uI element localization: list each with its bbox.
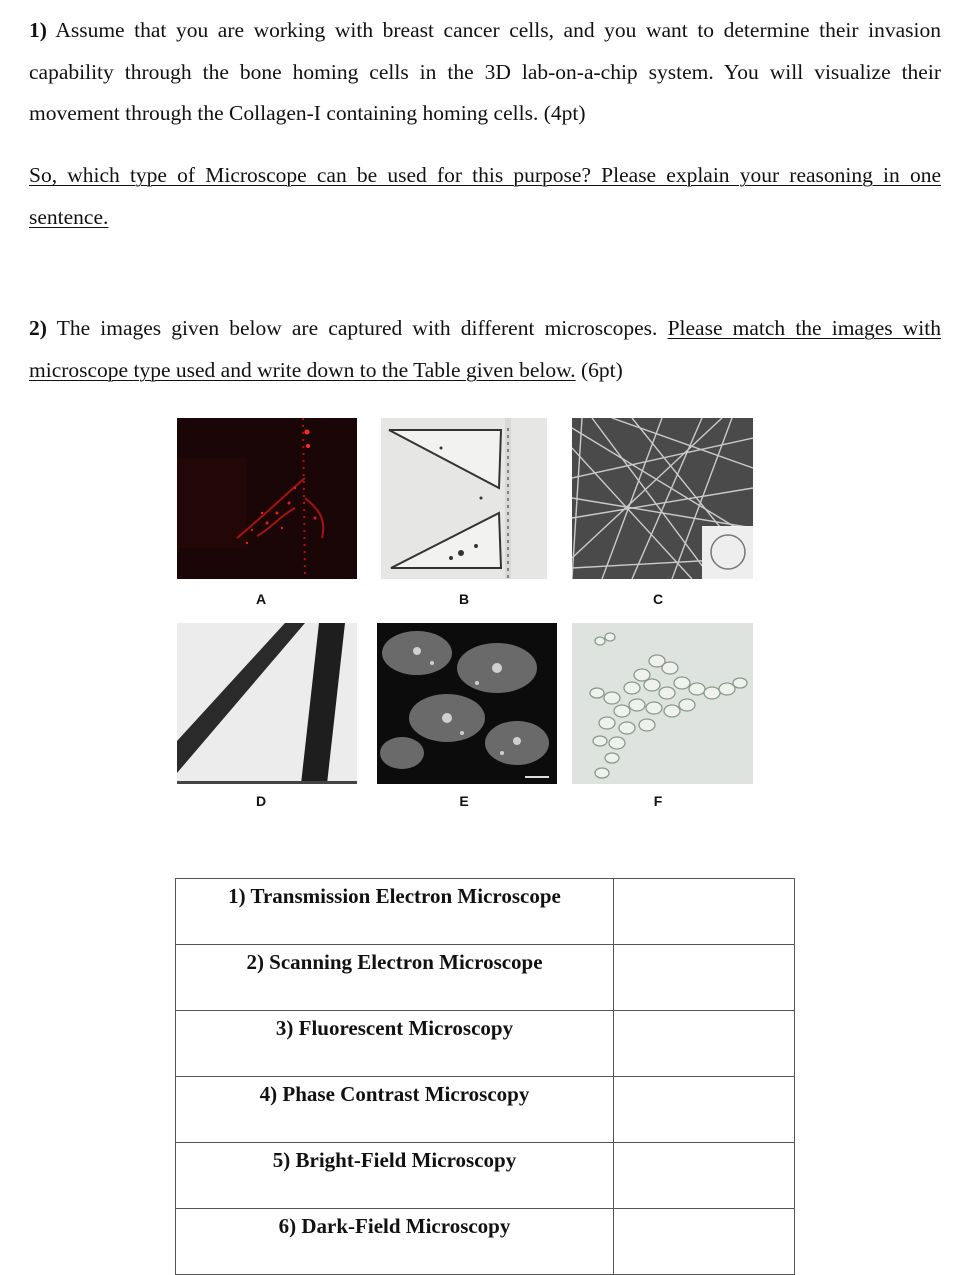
answer-cell[interactable] xyxy=(614,1143,795,1209)
image-d-tem xyxy=(177,623,357,784)
table-row-label: 4) Phase Contrast Microscopy xyxy=(176,1077,614,1143)
image-a-label: A xyxy=(255,591,267,607)
answer-cell[interactable] xyxy=(614,1209,795,1275)
image-f-phase-contrast xyxy=(572,623,753,784)
table-row-label: 3) Fluorescent Microscopy xyxy=(176,1011,614,1077)
table-row-label: 5) Bright-Field Microscopy xyxy=(176,1143,614,1209)
table-row-label: 1) Transmission Electron Microscope xyxy=(176,879,614,945)
image-a-fluorescent xyxy=(177,418,357,579)
question-2-instruction: Please match the images with microscope type used and write down to the Table given below. xyxy=(29,316,941,382)
table-row xyxy=(176,1011,795,1077)
table-row-label: 6) Dark-Field Microscopy xyxy=(176,1209,614,1275)
image-b-bright-field xyxy=(381,418,547,579)
image-c-label: C xyxy=(652,591,664,607)
table-row xyxy=(176,1077,795,1143)
answer-table xyxy=(175,878,795,1275)
image-b-label: B xyxy=(458,591,470,607)
question-2-body: The images given below are captured with different microscopes. xyxy=(56,316,658,340)
answer-cell[interactable] xyxy=(614,945,795,1011)
image-e-dark-field xyxy=(377,623,557,784)
table-row xyxy=(176,945,795,1011)
question-1-number: 1) xyxy=(29,18,47,42)
table-row xyxy=(176,1143,795,1209)
answer-cell[interactable] xyxy=(614,879,795,945)
table-row xyxy=(176,879,795,945)
image-e-label: E xyxy=(459,793,469,809)
question-1-prompt: So, which type of Microscope can be used for this purpose? Please explain your reasoning in one sentence. xyxy=(29,163,941,229)
image-f-label: F xyxy=(653,793,663,809)
table-row-label: 2) Scanning Electron Microscope xyxy=(176,945,614,1011)
answer-cell[interactable] xyxy=(614,1011,795,1077)
question-2-points: (6pt) xyxy=(580,357,623,382)
question-1-body: Assume that you are working with breast cancer cells, and you want to determine their invasion capability through the bone homing cells in the 3D lab-on-a-chip system. You will visualize their movement through the Collagen-I containing homing cells. (4pt) xyxy=(29,18,941,125)
table-row xyxy=(176,1209,795,1275)
answer-cell[interactable] xyxy=(614,1077,795,1143)
question-1-text xyxy=(29,10,941,135)
image-c-sem xyxy=(572,418,753,579)
question-2-number: 2) xyxy=(29,316,47,340)
question-2-text xyxy=(29,308,941,391)
image-d-label: D xyxy=(255,793,267,809)
